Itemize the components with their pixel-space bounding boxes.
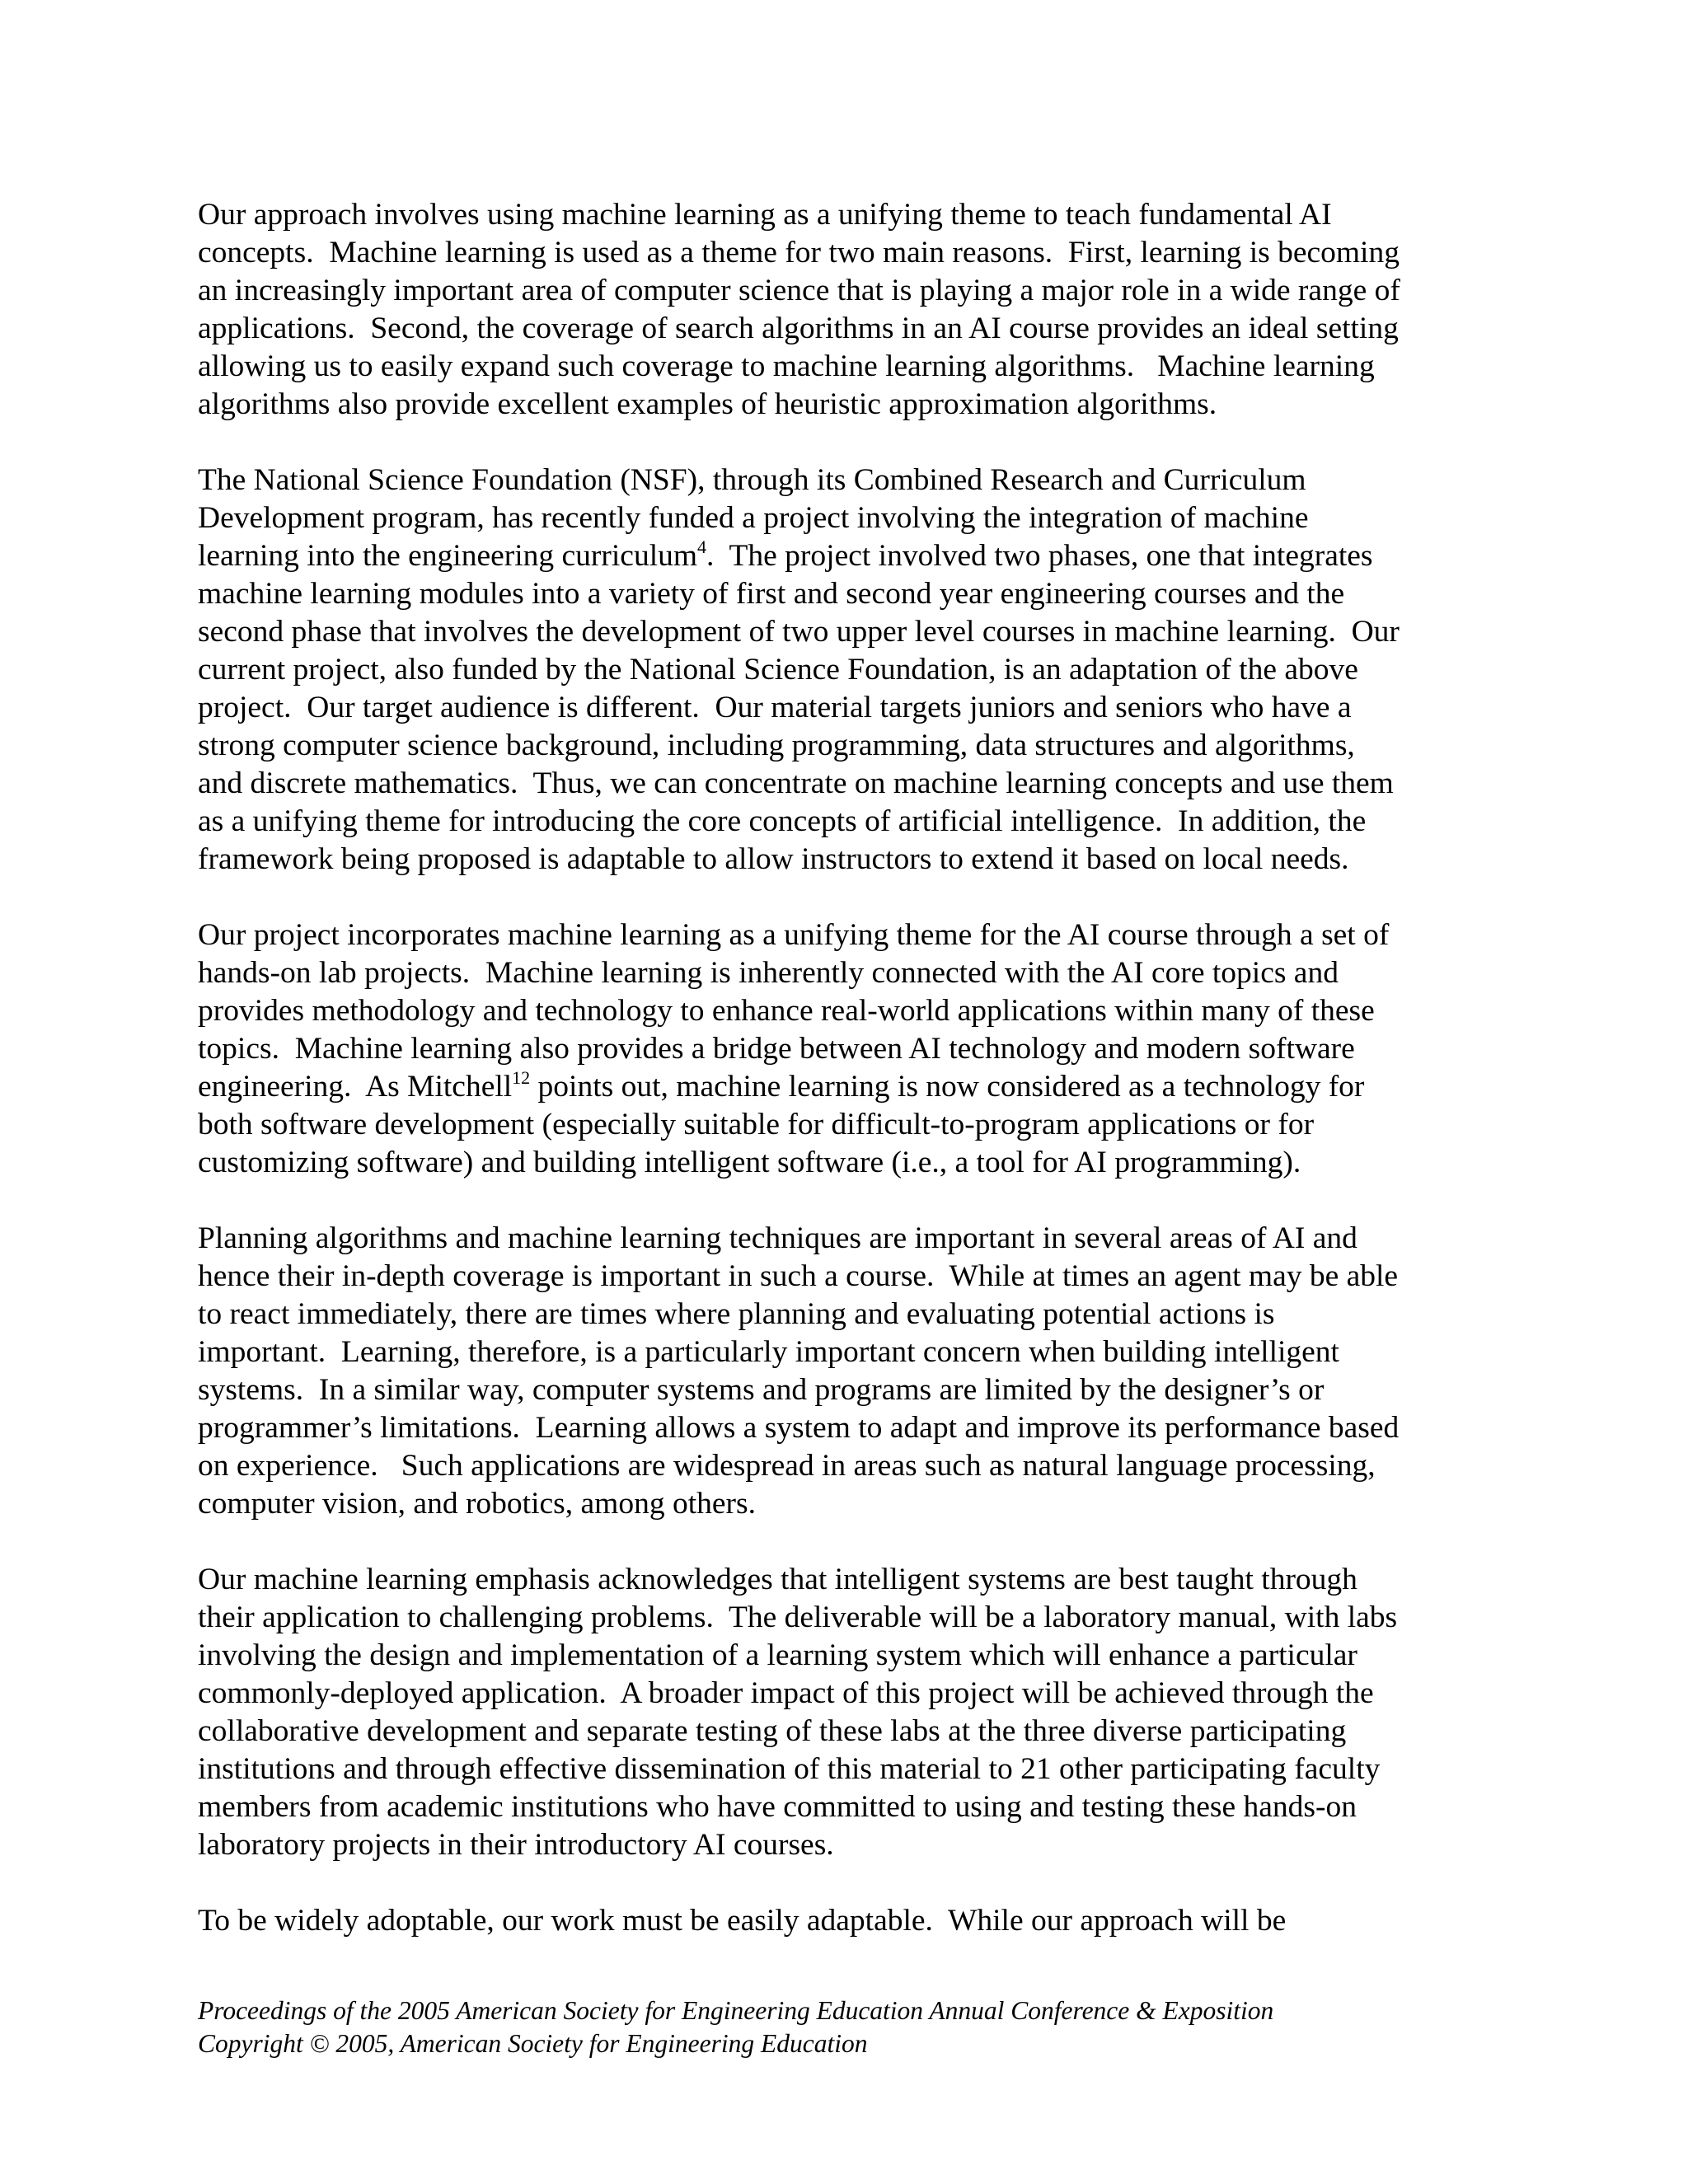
text-line: laboratory projects in their introductory AI courses. xyxy=(198,1828,834,1862)
text-line: topics. Machine learning also provides a bridge between AI technology and modern software xyxy=(198,1032,1355,1066)
paragraph-2 xyxy=(198,462,1500,879)
text-line: commonly-deployed application. A broader impact of this project will be achieved through the xyxy=(198,1676,1374,1710)
text-line: as a unifying theme for introducing the core concepts of artificial intelligence. In addition, the xyxy=(198,804,1367,838)
text-line: current project, also funded by the National Science Foundation, is an adaptation of the above xyxy=(198,653,1358,687)
paragraph-3 xyxy=(198,916,1500,1182)
text-line: collaborative development and separate testing of these labs at the three diverse participating xyxy=(198,1714,1347,1748)
text-line: hence their in-depth coverage is important in such a course. While at times an agent may be able xyxy=(198,1259,1399,1293)
paragraph-1 xyxy=(198,196,1500,424)
text-line: algorithms also provide excellent examples of heuristic approximation algorithms. xyxy=(198,387,1217,421)
text-segment: points out, machine learning is now considered as a technology for xyxy=(530,1070,1365,1104)
page-footer xyxy=(198,1994,1517,2060)
text-line: allowing us to easily expand such coverage to machine learning algorithms. Machine learning xyxy=(198,349,1375,383)
text-line: Our machine learning emphasis acknowledges that intelligent systems are best taught through xyxy=(198,1563,1357,1596)
text-line: both software development (especially suitable for difficult-to-program applications or for xyxy=(198,1108,1315,1141)
text-line: concepts. Machine learning is used as a theme for two main reasons. First, learning is becoming xyxy=(198,236,1400,269)
text-line: their application to challenging problems. The deliverable will be a laboratory manual, with labs xyxy=(198,1601,1398,1634)
text-segment: learning into the engineering curriculum xyxy=(198,539,698,573)
text-line: customizing software) and building intelligent software (i.e., a tool for AI programming). xyxy=(198,1146,1301,1179)
text-segment: . The project involved two phases, one that integrates xyxy=(706,539,1373,573)
text-line: hands-on lab projects. Machine learning is inherently connected with the AI core topics and xyxy=(198,956,1339,990)
text-line: involving the design and implementation of a learning system which will enhance a particular xyxy=(198,1638,1357,1672)
footer-copyright: Copyright © 2005, American Society for Engineering Education xyxy=(198,2029,868,2058)
text-line: institutions and through effective dissemination of this material to 21 other participating faculty xyxy=(198,1752,1381,1786)
text-line xyxy=(198,1068,1500,1106)
text-line: project. Our target audience is different. Our material targets juniors and seniors who have a xyxy=(198,691,1352,724)
paragraph-6 xyxy=(198,1902,1500,1940)
text-line: The National Science Foundation (NSF), through its Combined Research and Curriculum xyxy=(198,463,1306,497)
text-line: an increasingly important area of computer science that is playing a major role in a wide range of xyxy=(198,274,1400,307)
text-line: important. Learning, therefore, is a particularly important concern when building intelligent xyxy=(198,1335,1339,1369)
text-line: strong computer science background, including programming, data structures and algorithms, xyxy=(198,729,1355,762)
reference-superscript: 4 xyxy=(697,536,707,557)
reference-superscript: 12 xyxy=(512,1066,531,1088)
footer-proceedings: Proceedings of the 2005 American Society for Engineering Education Annual Conference & Exposition xyxy=(198,1996,1274,2025)
text-line: members from academic institutions who have committed to using and testing these hands-on xyxy=(198,1790,1357,1824)
paragraph-4 xyxy=(198,1220,1500,1523)
text-line: and discrete mathematics. Thus, we can concentrate on machine learning concepts and use them xyxy=(198,766,1394,800)
text-segment: engineering. As Mitchell xyxy=(198,1070,513,1104)
text-line: To be widely adoptable, our work must be easily adaptable. While our approach will be xyxy=(198,1904,1287,1938)
text-line: computer vision, and robotics, among others. xyxy=(198,1487,756,1521)
text-line: programmer’s limitations. Learning allows a system to adapt and improve its performance based xyxy=(198,1411,1400,1445)
text-line: Planning algorithms and machine learning techniques are important in several areas of AI and xyxy=(198,1221,1357,1255)
text-line: second phase that involves the development of two upper level courses in machine learning. Our xyxy=(198,615,1400,649)
text-line: applications. Second, the coverage of search algorithms in an AI course provides an ideal setting xyxy=(198,312,1399,345)
paragraph-5 xyxy=(198,1561,1500,1864)
text-line: provides methodology and technology to enhance real-world applications within many of these xyxy=(198,994,1375,1028)
body-text xyxy=(198,196,1500,1978)
text-line: systems. In a similar way, computer systems and programs are limited by the designer’s or xyxy=(198,1373,1325,1407)
text-line: Our approach involves using machine learning as a unifying theme to teach fundamental AI xyxy=(198,198,1332,232)
text-line: machine learning modules into a variety of first and second year engineering courses and the xyxy=(198,577,1345,611)
text-line: on experience. Such applications are widespread in areas such as natural language processing, xyxy=(198,1449,1376,1483)
text-line: Our project incorporates machine learning as a unifying theme for the AI course through a set of xyxy=(198,918,1390,952)
text-line: Development program, has recently funded a project involving the integration of machine xyxy=(198,501,1309,535)
text-line xyxy=(198,537,1500,575)
text-line: to react immediately, there are times where planning and evaluating potential actions is xyxy=(198,1297,1275,1331)
text-line: framework being proposed is adaptable to allow instructors to extend it based on local needs. xyxy=(198,842,1349,876)
